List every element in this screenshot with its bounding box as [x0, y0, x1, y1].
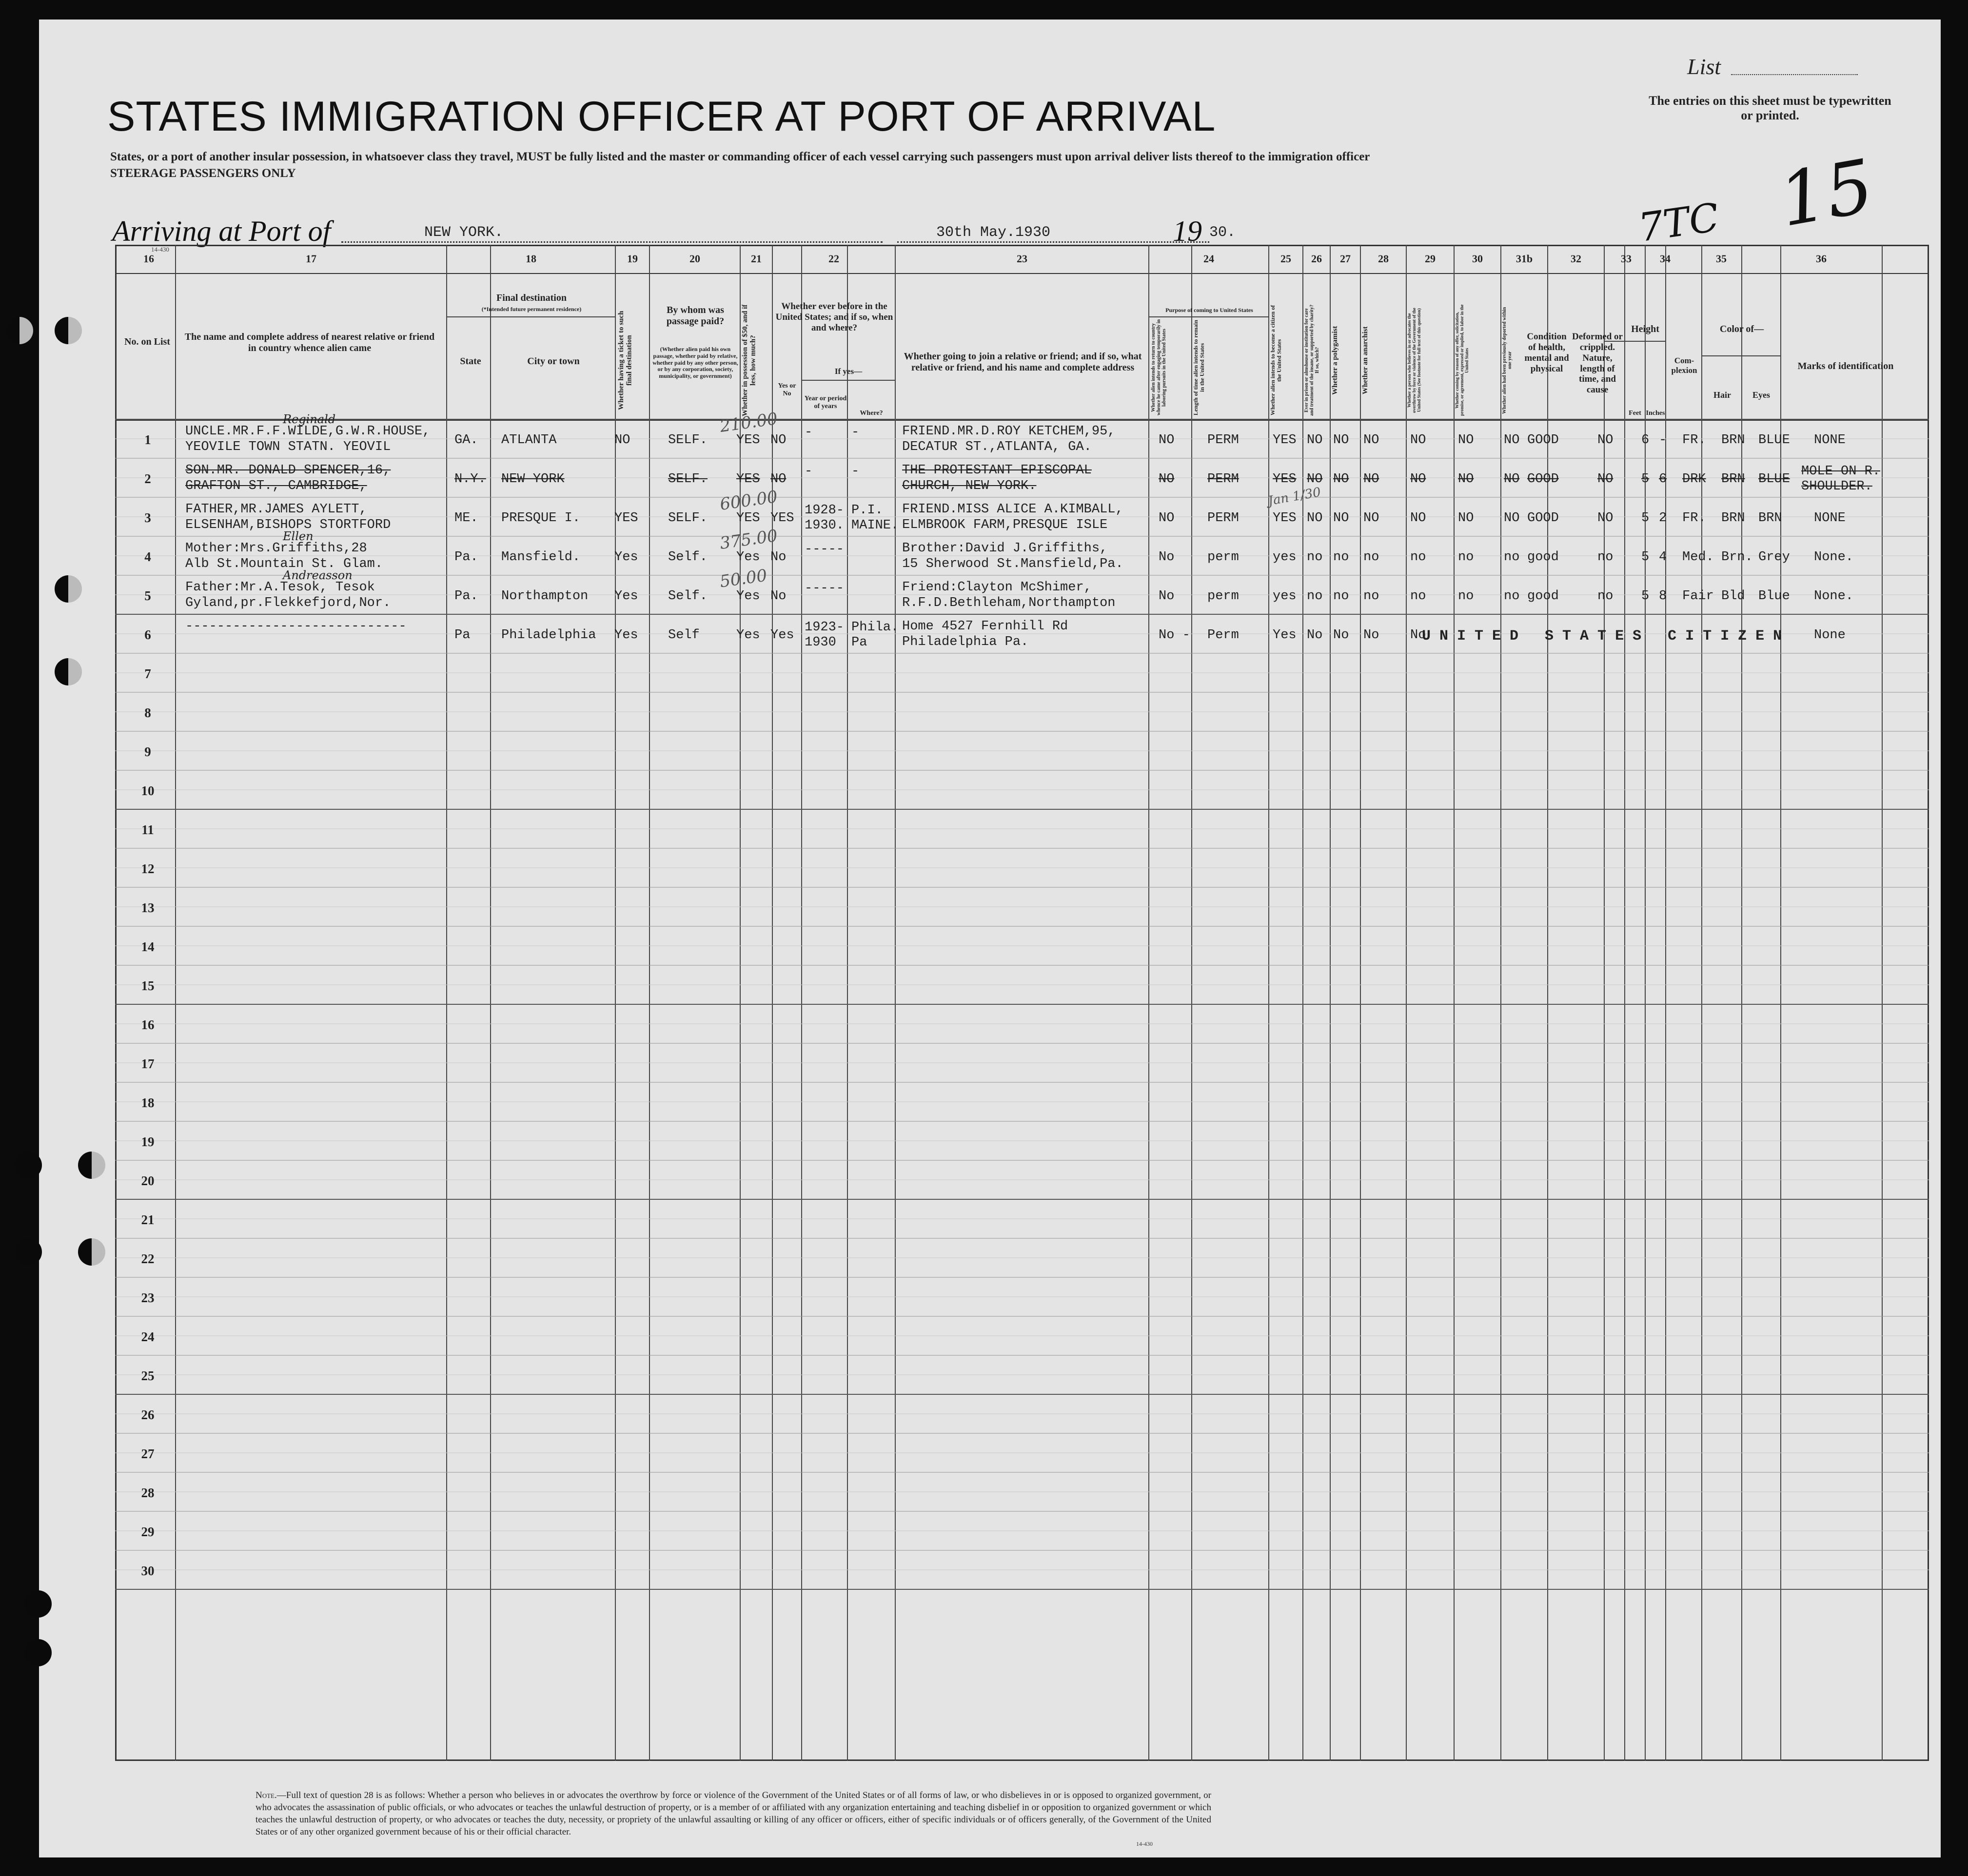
intends-citizen: YES	[1273, 511, 1297, 526]
marks-identification: NONE	[1814, 511, 1846, 526]
page-title: STATES IMMIGRATION OFFICER AT PORT OF ARRIVAL	[107, 93, 1216, 140]
column-number-34: 34	[1660, 253, 1671, 265]
header-ticket: Whether having a ticket to such final destination	[617, 311, 633, 410]
destination-state: N.Y.	[454, 472, 486, 487]
relative-line-2: Alb St.Mountain St. Glam.	[185, 557, 383, 571]
before-where: -	[851, 464, 860, 479]
intends-citizen: YES	[1273, 433, 1297, 448]
height-feet: 5	[1641, 472, 1650, 487]
footnote	[256, 1789, 1211, 1838]
join-line-1: THE PROTESTANT EPISCOPAL	[902, 463, 1092, 478]
overthrow: NO	[1410, 433, 1426, 448]
column-number-17: 17	[306, 253, 316, 265]
eyes: BLUE	[1758, 433, 1790, 448]
deported: no	[1504, 550, 1520, 565]
column-number-23: 23	[1017, 253, 1027, 265]
ticket: Yes	[614, 550, 638, 565]
column-number-21: 21	[751, 253, 762, 265]
passage-paid: Self.	[668, 589, 708, 604]
length-stay: Perm	[1207, 628, 1239, 643]
row-number: 11	[141, 822, 154, 837]
column-number-32: 32	[1571, 253, 1581, 265]
header-deformed: Deformed or crippled. Nature, length of time, and cause	[1572, 332, 1623, 395]
destination-state: Pa	[454, 628, 471, 643]
anarchist: No	[1363, 628, 1379, 643]
before-years: -----	[805, 542, 845, 557]
join-line-1: FRIEND.MR.D.ROY KETCHEM,95,	[902, 424, 1116, 439]
header-purpose: Purpose of coming to United States	[1165, 307, 1253, 313]
manifest-sheet	[39, 20, 1941, 1857]
money-50: Yes	[736, 628, 760, 643]
relative-line-1: ----------------------------	[185, 619, 407, 634]
grid-lines	[39, 20, 1941, 1857]
height-feet: 5	[1641, 550, 1650, 565]
hair: Bld	[1721, 589, 1745, 604]
column-number-24: 24	[1203, 253, 1214, 265]
header-labor-offer: Whether coming by reason of any offer, solicitation, promise, or agreement, expressed or implied, to labor in the United States	[1455, 304, 1469, 416]
row-number: 29	[141, 1524, 155, 1539]
anarchist: NO	[1363, 472, 1379, 487]
intends-citizen: Yes	[1273, 628, 1297, 643]
complexion: FR.	[1682, 433, 1706, 448]
header-money: Whether in possession of $50, and if less, how much?	[741, 304, 757, 416]
row-number: 23	[141, 1290, 155, 1305]
header-passage-paid-note: (Whether alien paid his own passage, whether paid by relative, whether paid by any other person, or by any corporation, society, municipality, or government)	[652, 346, 738, 380]
column-number-35: 35	[1716, 253, 1727, 265]
eyes: Blue	[1758, 589, 1790, 604]
header-before-yes-no: Yes or No	[778, 382, 796, 398]
length-stay: PERM	[1207, 433, 1239, 448]
height-inches: 4	[1659, 550, 1667, 565]
header-instructions: States, or a port of another insular possession, in whatsoever class they travel, MUST be fully listed and the master or commanding officer of each vessel carrying such passengers must upon arrival deliver lists thereof to the immigration officer	[110, 150, 1370, 163]
intends-return: No	[1159, 550, 1175, 565]
header-height-inches: Inches	[1646, 410, 1665, 417]
column-number-33: 33	[1621, 253, 1632, 265]
intends-citizen: yes	[1273, 550, 1297, 565]
deformed: NO	[1597, 511, 1614, 526]
money-handwritten: 210.00	[718, 409, 779, 437]
column-number-19: 19	[627, 253, 638, 265]
relative-note: Andreasson	[283, 568, 353, 582]
row-number: 8	[144, 705, 151, 720]
overthrow: no	[1410, 589, 1426, 604]
row-number: 16	[141, 1017, 155, 1032]
health: GOOD	[1527, 511, 1559, 526]
row-number: 12	[141, 861, 155, 876]
date-value: 30th May.1930	[936, 224, 1051, 241]
complexion: Fair	[1682, 589, 1714, 604]
row-number: 14	[141, 939, 155, 954]
money-50: YES	[736, 433, 760, 448]
ticket: Yes	[614, 589, 638, 604]
header-before-where: Where?	[860, 410, 883, 417]
money-50: Yes	[736, 589, 760, 604]
column-number-27: 27	[1340, 253, 1351, 265]
header-complexion: Com- plexion	[1671, 356, 1697, 375]
money-50: YES	[736, 472, 760, 487]
relative-line-1: FATHER,MR.JAMES AYLETT,	[185, 502, 367, 517]
anarchist: no	[1363, 550, 1379, 565]
header-join-relative: Whether going to join a relative or friend; and if so, what relative or friend, and his name and complete address	[904, 351, 1142, 373]
column-number-30: 30	[1472, 253, 1483, 265]
before-where: P.I. MAINE.	[851, 503, 899, 533]
row-number: 27	[141, 1446, 155, 1461]
marks-identification: None.	[1814, 589, 1854, 604]
footnote-label: Note.	[256, 1790, 277, 1800]
binder-hole	[55, 317, 82, 344]
row-number: 24	[141, 1329, 155, 1344]
length-stay: perm	[1207, 589, 1239, 604]
before-in-us: Yes	[770, 628, 794, 643]
binder-hole	[24, 1590, 52, 1618]
header-citizen: Whether alien intends to become a citizen of the United States	[1269, 305, 1283, 416]
hair: Brn.	[1721, 550, 1753, 565]
destination-city: NEW YORK	[501, 472, 565, 487]
row-number: 4	[144, 549, 151, 564]
anarchist: NO	[1363, 433, 1379, 448]
deported: NO	[1504, 511, 1520, 526]
passage-paid: SELF.	[668, 433, 708, 448]
status-overlay: U N I T E D S T A T E S C I T I Z E N	[1422, 628, 1782, 645]
join-line-2: 15 Sherwood St.Mansfield,Pa.	[902, 557, 1123, 571]
header-before-years: Year or period of years	[804, 395, 847, 410]
binder-hole	[55, 658, 82, 685]
height-inches: 2	[1659, 511, 1667, 526]
passage-paid: SELF.	[668, 472, 708, 487]
header-height: Height	[1631, 324, 1659, 334]
row-number: 28	[141, 1485, 155, 1500]
intends-citizen: yes	[1273, 589, 1297, 604]
row-number: 7	[144, 666, 151, 681]
overthrow: no	[1410, 550, 1426, 565]
before-years: 1928-1930.	[805, 503, 845, 533]
complexion: FR.	[1682, 511, 1706, 526]
row-number: 15	[141, 978, 155, 993]
year-suffix: 30.	[1209, 224, 1236, 241]
row-number: 2	[144, 471, 151, 486]
join-line-2: CHURCH, NEW YORK.	[902, 479, 1037, 493]
footnote-text: —Full text of question 28 is as follows: Whether a person who believes in or advocates the overthrow by force or violence of the Government of the United States or of all forms of law, or who disbelieves in or is opposed to organized government, or who advocates the assassination of public officials, or who advocates or teaches the unlawful destruction of property, or is a member of or affiliated with any organization entertaining and teaching disbelief in or opposition to organized government or which teaches the unlawful destruction of property, or who advocates or teaches the duty, necessity, or propriety of the unlawful assaulting or killing of any officer or officers, either of specific individuals or of officers generally, of the Government of the United States or of any other organized government because of his or their official character.	[256, 1790, 1211, 1837]
deformed: no	[1597, 589, 1614, 604]
intends-citizen: YES	[1273, 472, 1297, 487]
header-height-feet: Feet	[1629, 410, 1641, 417]
header-final-destination-note: (*Intended future permanent residence)	[481, 306, 582, 313]
list-label: List	[1687, 54, 1721, 79]
column-number-31: 31b	[1515, 253, 1533, 265]
deported: NO	[1504, 433, 1520, 448]
column-number-28: 28	[1378, 253, 1389, 265]
relative-line-2: YEOVILE TOWN STATN. YEOVIL	[185, 440, 391, 454]
destination-city: Northampton	[501, 589, 589, 604]
prison: no	[1307, 589, 1323, 604]
steerage-class: STEERAGE PASSENGERS ONLY	[110, 167, 296, 180]
header-purpose-length: Length of time alien intends to remain in the United States	[1192, 320, 1206, 415]
header-city: City or town	[527, 356, 580, 367]
eyes: BLUE	[1758, 472, 1790, 487]
header-eyes: Eyes	[1752, 390, 1770, 400]
money-50: YES	[736, 511, 760, 526]
relative-line-1: UNCLE.MR.F.F.WILDE,G.W.R.HOUSE,	[185, 424, 431, 439]
polygamist: No	[1333, 628, 1349, 643]
row-number: 13	[141, 900, 155, 915]
overthrow: NO	[1410, 472, 1426, 487]
destination-state: Pa.	[454, 589, 478, 604]
deported: no	[1504, 589, 1520, 604]
labor-offer: NO	[1458, 511, 1474, 526]
money-handwritten: 50.00	[718, 566, 768, 592]
row-number: 30	[141, 1563, 155, 1578]
header-color-of: Color of—	[1719, 324, 1764, 334]
row-number: 10	[141, 783, 155, 798]
row-number: 25	[141, 1368, 155, 1383]
length-stay: perm	[1207, 550, 1239, 565]
intends-return: NO	[1159, 511, 1175, 526]
column-number-29: 29	[1425, 253, 1436, 265]
column-number-26: 26	[1311, 253, 1322, 265]
relative-line-1: Mother:Mrs.Griffiths,28	[185, 541, 367, 556]
destination-state: GA.	[454, 433, 478, 448]
labor-offer: no	[1458, 550, 1474, 565]
health: good	[1527, 550, 1559, 565]
header-deported: Whether alien had been previously deported within one year	[1502, 307, 1513, 414]
passage-paid: Self	[668, 628, 700, 643]
binder-hole	[24, 1639, 52, 1666]
relative-line-1: Father:Mr.A.Tesok, Tesok	[185, 580, 375, 595]
row-number: 26	[141, 1407, 155, 1422]
intends-return: NO	[1159, 472, 1175, 487]
join-line-2: ELMBROOK FARM,PRESQUE ISLE	[902, 518, 1108, 532]
destination-state: ME.	[454, 511, 478, 526]
health: GOOD	[1527, 433, 1559, 448]
binder-hole	[15, 1238, 42, 1266]
deformed: NO	[1597, 472, 1614, 487]
join-line-1: Friend:Clayton McShimer,	[902, 580, 1092, 595]
intends-return: NO	[1159, 433, 1175, 448]
before-in-us: NO	[770, 433, 787, 448]
binder-hole	[78, 1238, 105, 1266]
header-nearest-relative: The name and complete address of nearest relative or friend in country whence alien came	[184, 332, 435, 353]
header-state: State	[460, 356, 481, 367]
before-where: Phila. Pa	[851, 620, 899, 650]
before-in-us: NO	[770, 472, 787, 487]
relative-line-1: SON.MR. DONALD SPENCER,16,	[185, 463, 391, 478]
header-hair: Hair	[1713, 390, 1731, 400]
overthrow: No	[1410, 628, 1426, 643]
row-number: 22	[141, 1251, 155, 1266]
header-health: Condition of health, mental and physical	[1524, 332, 1569, 374]
height-inches: 8	[1659, 589, 1667, 604]
row-number: 9	[144, 744, 151, 759]
hair: BRN	[1721, 472, 1745, 487]
labor-offer: no	[1458, 589, 1474, 604]
polygamist: NO	[1333, 433, 1349, 448]
length-stay: PERM	[1207, 511, 1239, 526]
row-number: 6	[144, 627, 151, 642]
header-marks: Marks of identification	[1797, 361, 1894, 371]
hair: BRN	[1721, 433, 1745, 448]
row-number: 3	[144, 510, 151, 525]
deported: NO	[1504, 472, 1520, 487]
binder-hole	[15, 1152, 42, 1179]
anarchist: no	[1363, 589, 1379, 604]
relative-line-2: ELSENHAM,BISHOPS STORTFORD	[185, 518, 391, 532]
prison: NO	[1307, 511, 1323, 526]
health: good	[1527, 589, 1559, 604]
before-years: -	[805, 425, 813, 440]
header-no-on-list: No. on List	[124, 336, 170, 347]
height-feet: 5	[1641, 511, 1650, 526]
relative-note: Reginald	[283, 412, 336, 426]
year-prefix: 19	[1173, 215, 1202, 247]
anarchist: NO	[1363, 511, 1379, 526]
relative-note: Ellen	[283, 529, 314, 543]
length-stay: PERM	[1207, 472, 1239, 487]
join-line-2: DECATUR ST.,ATLANTA, GA.	[902, 440, 1092, 454]
row-number: 21	[141, 1212, 155, 1227]
column-number-20: 20	[689, 253, 700, 265]
column-number-22: 22	[828, 253, 839, 265]
intends-return: No	[1159, 589, 1175, 604]
height-feet: 5	[1641, 589, 1650, 604]
binder-hole	[55, 575, 82, 603]
column-number-18: 18	[526, 253, 536, 265]
form-code-bottom: 14-430	[1136, 1840, 1153, 1847]
relative-line-2: GRAFTON ST., CAMBRIDGE,	[185, 479, 367, 493]
polygamist: NO	[1333, 472, 1349, 487]
header-passage-paid: By whom was passage paid?	[666, 305, 725, 327]
row-number: 5	[144, 588, 151, 603]
ticket: Yes	[614, 628, 638, 643]
money-50: Yes	[736, 550, 760, 565]
row-number: 20	[141, 1173, 155, 1188]
marks-identification: None	[1814, 628, 1846, 643]
money-handwritten: 600.00	[718, 487, 779, 515]
passage-paid: Self.	[668, 550, 708, 565]
labor-offer: NO	[1458, 472, 1474, 487]
complexion: Med.	[1682, 550, 1714, 565]
marks-identification: MOLE ON R. SHOULDER.	[1801, 464, 1881, 494]
destination-city: ATLANTA	[501, 433, 557, 448]
ticket: NO	[614, 433, 630, 448]
complexion: DRK	[1682, 472, 1706, 487]
before-in-us: No	[770, 550, 787, 565]
prison: NO	[1307, 433, 1323, 448]
entries-notice: The entries on this sheet must be typewritten or printed.	[1649, 94, 1891, 122]
overthrow: NO	[1410, 511, 1426, 526]
join-line-1: FRIEND.MISS ALICE A.KIMBALL,	[902, 502, 1123, 517]
prison: NO	[1307, 472, 1323, 487]
header-purpose-return: Whether alien intends to return to country whence he came after engaging temporarily in laboring pursuits in the United States	[1151, 319, 1167, 416]
join-line-1: Brother:David J.Griffiths,	[902, 541, 1108, 556]
binder-hole	[78, 1152, 105, 1179]
form-code-top: 14-430	[151, 246, 169, 253]
citizen-note: Jan 1/30	[1267, 485, 1322, 509]
health: GOOD	[1527, 472, 1559, 487]
row-number: 1	[144, 432, 151, 447]
destination-city: PRESQUE I.	[501, 511, 581, 526]
prison: no	[1307, 550, 1323, 565]
column-number-16: 16	[143, 253, 154, 265]
header-anarchist: Whether an anarchist	[1361, 326, 1369, 394]
height-inches: -	[1659, 433, 1667, 448]
eyes: BRN	[1758, 511, 1782, 526]
join-line-2: R.F.D.Bethleham,Northampton	[902, 596, 1116, 610]
marks-identification: None.	[1814, 550, 1854, 565]
deformed: NO	[1597, 433, 1614, 448]
join-line-1: Home 4527 Fernhill Rd	[902, 619, 1068, 634]
sheet-number: 15	[1773, 143, 1880, 244]
handwritten-marks: 7TC	[1635, 194, 1722, 251]
deformed: no	[1597, 550, 1614, 565]
polygamist: no	[1333, 589, 1349, 604]
before-years: -----	[805, 581, 845, 596]
row-number: 17	[141, 1056, 155, 1071]
destination-state: Pa.	[454, 550, 478, 565]
before-years: 1923-1930	[805, 620, 845, 650]
polygamist: no	[1333, 550, 1349, 565]
marks-identification: NONE	[1814, 433, 1846, 448]
height-feet: 6	[1641, 433, 1650, 448]
prison: No	[1307, 628, 1323, 643]
before-in-us: YES	[770, 511, 794, 526]
port-label: Arriving at Port of	[112, 215, 331, 247]
header-before-if-yes: If yes—	[834, 367, 863, 376]
before-years: -	[805, 464, 813, 479]
polygamist: NO	[1333, 511, 1349, 526]
column-number-25: 25	[1280, 253, 1291, 265]
hair: BRN	[1721, 511, 1745, 526]
port-value: NEW YORK.	[424, 224, 504, 241]
row-number: 18	[141, 1095, 155, 1110]
money-handwritten: 375.00	[718, 526, 779, 554]
destination-city: Mansfield.	[501, 550, 581, 565]
header-final-destination: Final destination	[496, 293, 567, 303]
join-line-2: Philadelphia Pa.	[902, 635, 1029, 649]
eyes: Grey	[1758, 550, 1790, 565]
intends-return: No -	[1159, 628, 1190, 643]
ticket: YES	[614, 511, 638, 526]
header-prison: Ever in prison or almshouse or institution for care and treatment of the insane, or supported by charity? If so, which?	[1304, 304, 1320, 416]
header-polygamist: Whether a polygamist	[1331, 326, 1339, 395]
before-in-us: No	[770, 589, 787, 604]
passage-paid: SELF.	[668, 511, 708, 526]
row-number: 19	[141, 1134, 155, 1149]
height-inches: 6	[1659, 472, 1667, 487]
destination-city: Philadelphia	[501, 628, 596, 643]
column-number-36: 36	[1816, 253, 1827, 265]
header-overthrow: Whether a person who believes in or advocates the overthrow by force or violence of the Government of the United States (See footnote for full text of this question)	[1407, 308, 1421, 413]
header-before-in-us: Whether ever before in the United States; and if so, when and where?	[775, 301, 893, 333]
before-where: -	[851, 425, 860, 440]
relative-line-2: Gyland,pr.Flekkefjord,Nor.	[185, 596, 391, 610]
labor-offer: NO	[1458, 433, 1474, 448]
binder-hole	[6, 317, 33, 344]
